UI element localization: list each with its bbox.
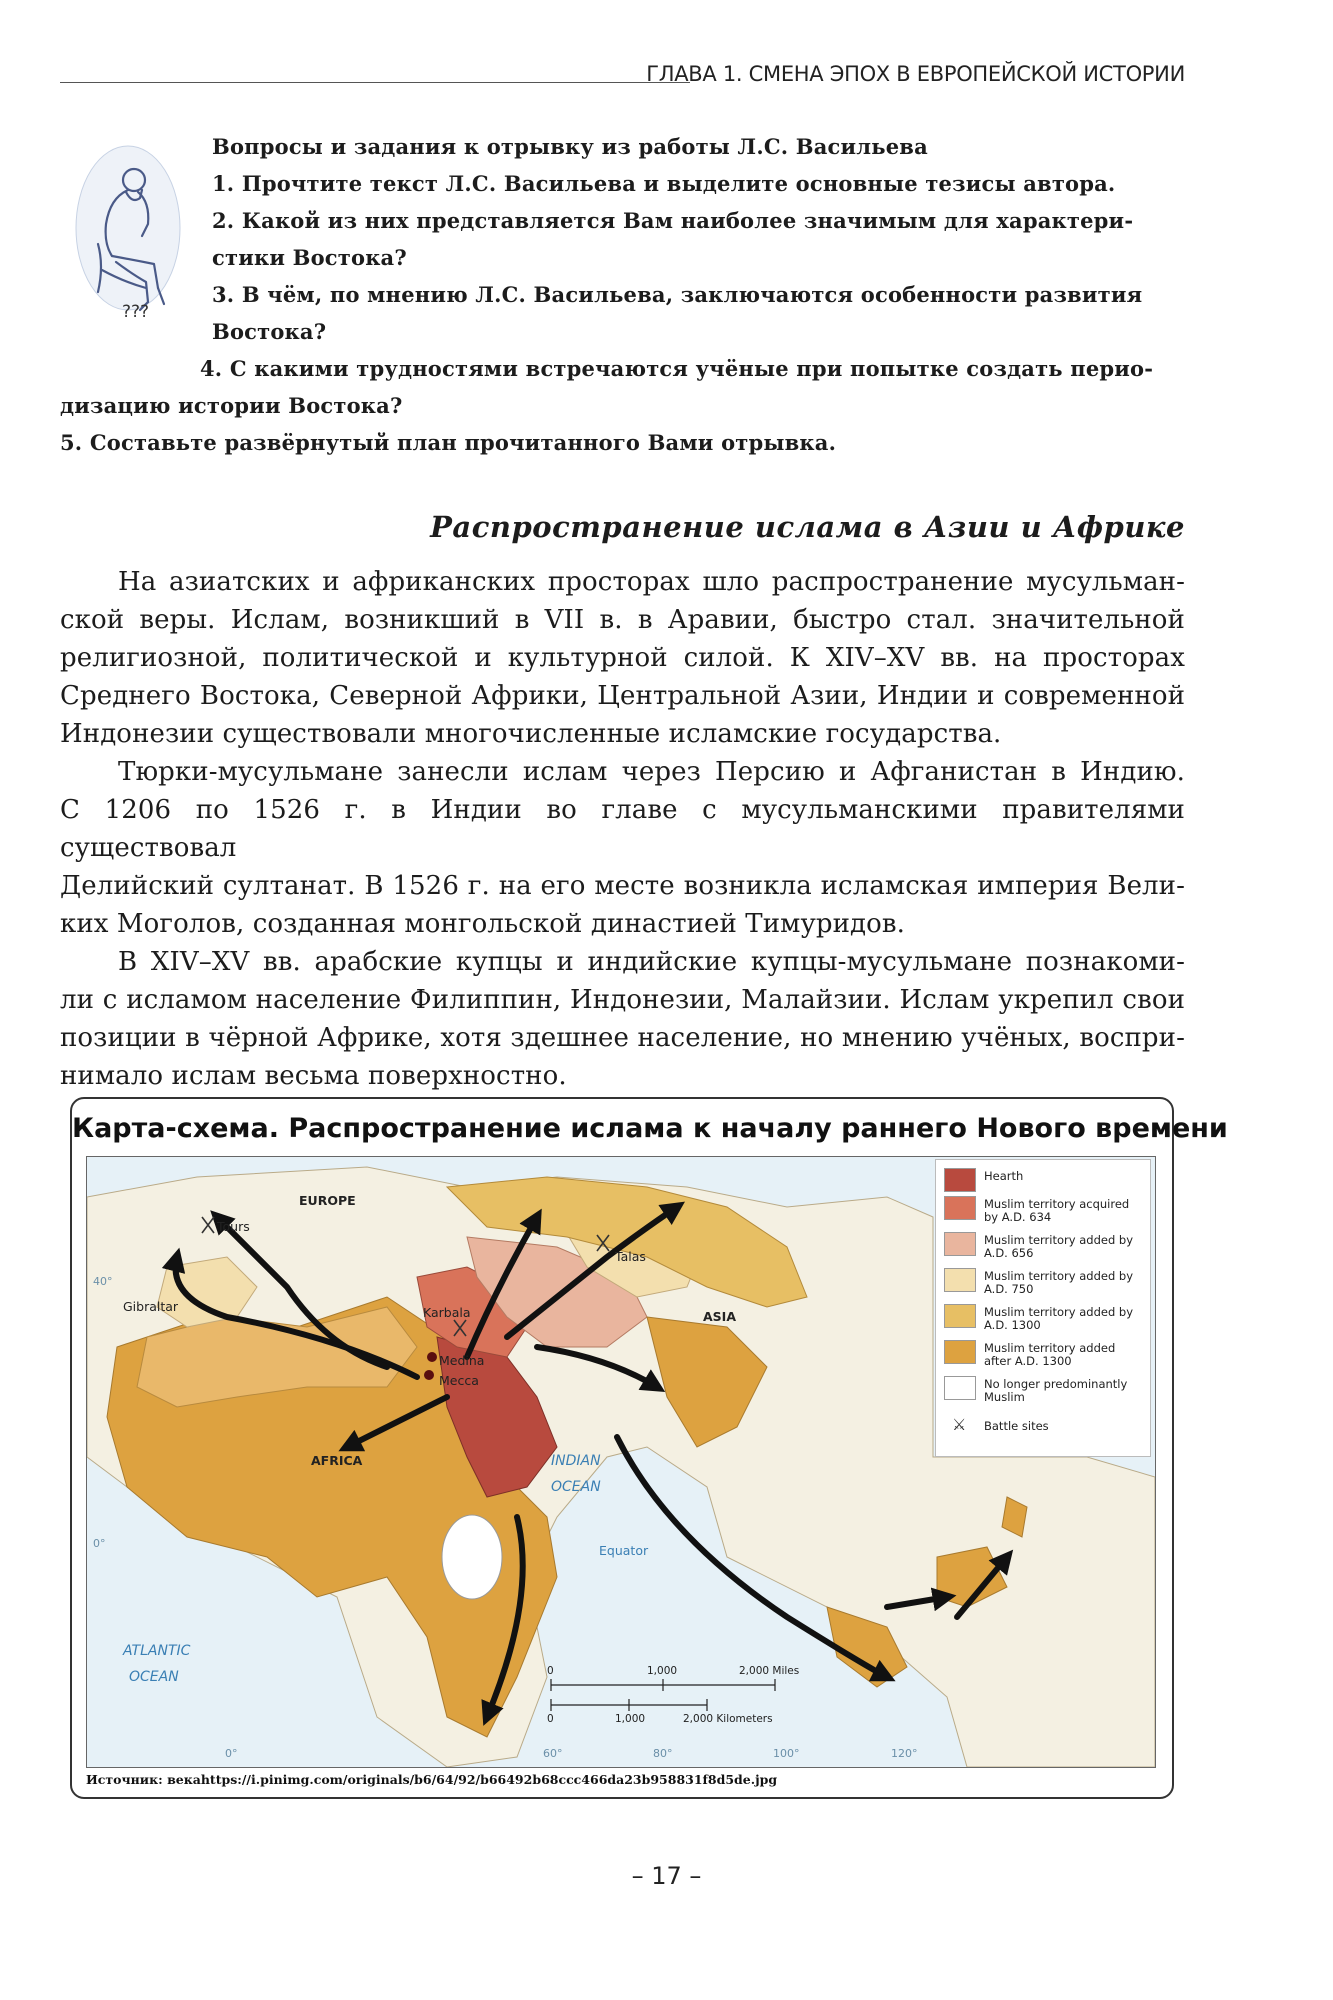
chapter-title: ГЛАВА 1. СМЕНА ЭПОХ В ЕВРОПЕЙСКОЙ ИСТОРИИ [646,62,1185,86]
paragraph-line: ской веры. Ислам, возникший в VII в. в Аравии, быстро стал. значительной [60,605,1185,635]
lat-label: 40° [93,1275,113,1288]
legend-item [944,1340,1144,1372]
scale-bar [551,1679,775,1711]
legend-swatch [944,1168,976,1192]
paragraph-line: ли с исламом население Филиппин, Индонезии, Малайзии. Ислам укрепил свои [60,985,1185,1015]
legend-item [944,1268,1144,1300]
territory-no-longer-muslim [442,1515,502,1599]
legend-label: Muslim territory added by A.D. 1300 [984,1305,1134,1332]
legend-swatch [944,1376,976,1400]
paragraph-line: В XIV–XV вв. арабские купцы и индийские купцы-мусульмане познакоми- [118,947,1185,977]
scale-miles-label: 1,000 [647,1665,678,1677]
paragraph-line: На азиатских и африканских просторах шло распространение мусульман- [118,567,1185,597]
paragraph-line: Тюрки-мусульмане занесли ислам через Персию и Афганистан в Индию. [118,757,1185,787]
question-line: 5. Составьте развёрнутый план прочитанного Вами отрывка. [60,430,837,455]
map-figure [70,1097,1228,1799]
label-medina: Medina [439,1353,485,1368]
scale-km-label: 0 [547,1713,554,1725]
label-asia: ASIA [703,1309,737,1324]
lon-label: 100° [773,1747,800,1760]
label-africa: AFRICA [311,1453,363,1468]
lon-label: 60° [543,1747,563,1760]
label-karbala: Karbala [423,1305,471,1320]
paragraph-line: Делийский султанат. В 1526 г. на его месте возникла исламская империя Вели- [60,871,1185,901]
lon-label: 80° [653,1747,673,1760]
label-atlantic-ocean: ATLANTIC [123,1643,191,1659]
scale-km-label: 2,000 Kilometers [683,1713,773,1725]
lat-label: 0° [93,1537,106,1550]
label-indian-ocean: INDIAN [551,1453,601,1469]
paragraph-line: Среднего Востока, Северной Африки, Центральной Азии, Индии и современной [60,681,1185,711]
running-header [60,58,1185,92]
thinker-icon-label: ??? [122,302,150,322]
legend-label: Muslim territory added by A.D. 750 [984,1269,1134,1296]
scale-km-label: 1,000 [615,1713,646,1725]
questions-block [60,128,1185,461]
paragraph-line: религиозной, политической и культурной силой. К XIV–XV вв. на просторах [60,643,1185,673]
question-line: 1. Прочтите текст Л.С. Васильева и выделите основные тезисы автора. [212,171,1116,196]
legend-label: Muslim territory acquired by A.D. 634 [984,1197,1130,1224]
scale-miles-label: 2,000 Miles [739,1665,800,1677]
mecca-dot [424,1370,434,1380]
label-gibraltar: Gibraltar [123,1299,179,1314]
label-indian-ocean: OCEAN [551,1479,601,1495]
legend-item [944,1196,1144,1228]
label-europe: EUROPE [299,1193,356,1208]
legend-item [944,1304,1144,1336]
legend-item [944,1376,1144,1408]
paragraph-line: Индонезии существовали многочисленные исламские государства. [60,719,1002,749]
map-image [86,1156,1156,1768]
question-line: стики Востока? [212,245,407,270]
map-source: Источник: векаhttps://i.pinimg.com/originals/b6/64/92/b66492b68ccc466da23b958831f8d5de.jpg [86,1772,778,1787]
legend-item [944,1168,1144,1192]
label-talas: Talas [615,1249,646,1264]
label-atlantic-ocean: OCEAN [129,1669,179,1685]
questions-title: Вопросы и задания к отрывку из работы Л.С. Васильева [212,134,928,159]
legend-label: Battle sites [984,1419,1049,1433]
legend-label: Hearth [984,1169,1024,1183]
map-title: Карта-схема. Распространение ислама к началу раннего Нового времени [72,1113,1228,1144]
label-tours: Tours [217,1219,250,1234]
question-line: 3. В чём, по мнению Л.С. Васильева, заключаются особенности развития [212,282,1143,307]
question-line: 4. С какими трудностями встречаются учёные при попытке создать перио- [200,356,1154,381]
legend-label: Muslim territory added by A.D. 656 [984,1233,1134,1260]
legend-swatch [944,1340,976,1364]
label-mecca: Mecca [439,1373,479,1388]
paragraph-line: ких Моголов, созданная монгольской династией Тимуридов. [60,909,905,939]
legend-swatch [944,1304,976,1328]
medina-dot [427,1352,437,1362]
paragraph-line: позиции в чёрной Африке, хотя здешнее население, но мнению учёных, воспри- [60,1023,1185,1053]
label-equator: Equator [599,1543,649,1558]
header-rule [60,82,690,83]
question-line: 2. Какой из них представляется Вам наиболее значимым для характери- [212,208,1134,233]
paragraph-line: С 1206 по 1526 г. в Индии во главе с мусульманскими правителями существовал [60,795,1185,863]
legend-item [944,1415,1144,1442]
question-line: дизацию истории Востока? [60,393,403,418]
scale-miles-label: 0 [547,1665,554,1677]
lon-label: 0° [225,1747,238,1760]
map-legend [935,1159,1151,1457]
page-number: – 17 – [631,1862,702,1890]
section-body [60,563,1185,1095]
crossed-swords-icon: ⚔ [952,1415,967,1434]
legend-label: Muslim territory added after A.D. 1300 [984,1341,1116,1368]
legend-label: No longer predominantly Muslim [984,1377,1128,1404]
legend-item [944,1232,1144,1264]
paragraph-line: нимало ислам весьма поверхностно. [60,1061,567,1091]
legend-swatch [944,1232,976,1256]
section-title: Распространение ислама в Азии и Африке [430,510,1185,544]
legend-swatch [944,1268,976,1292]
question-line: Востока? [212,319,327,344]
lon-label: 120° [891,1747,918,1760]
legend-swatch [944,1196,976,1220]
